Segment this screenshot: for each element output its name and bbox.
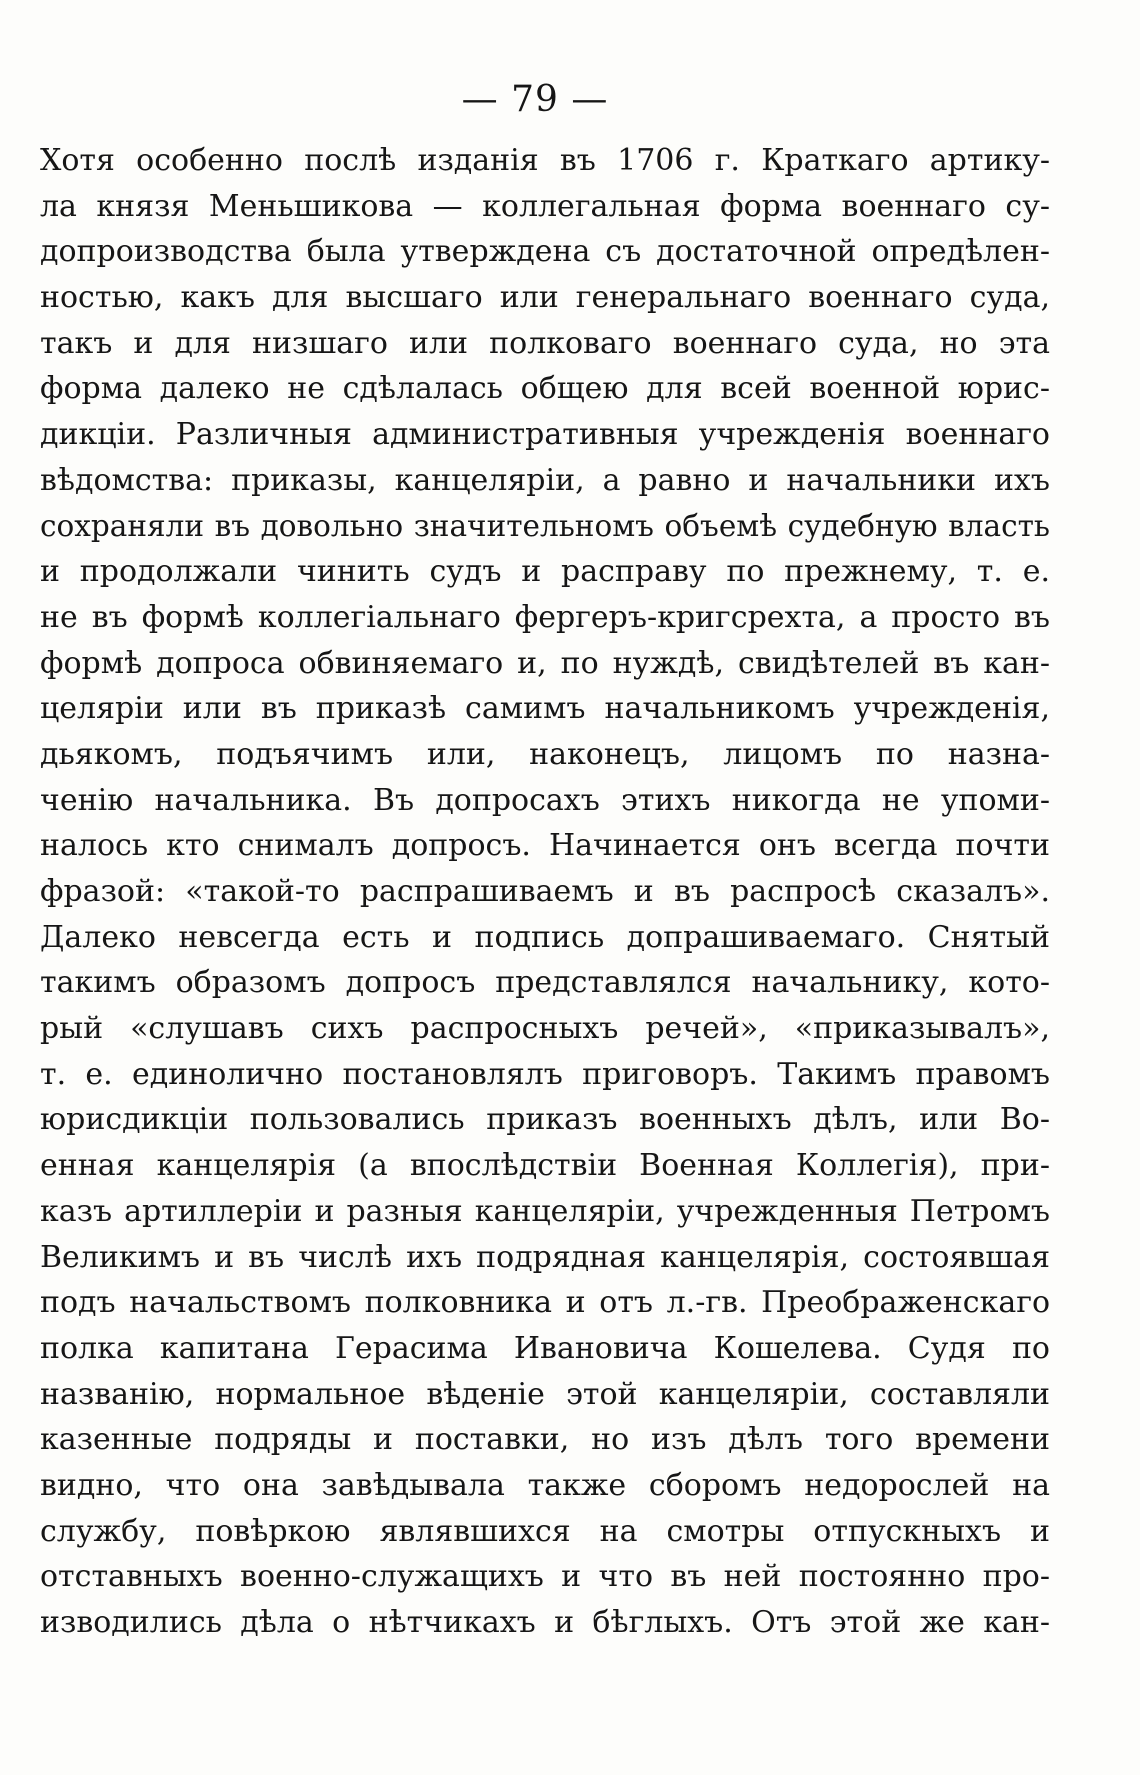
text-line: форма далеко не сдѣлалась общею для всей военной юрис- xyxy=(40,371,1050,407)
text-line: дикціи. Различныя административныя учрежденія военнаго xyxy=(40,417,1050,453)
text-line: и продолжали чинить судъ и расправу по прежнему, т. е. xyxy=(40,554,1050,590)
text-line: Великимъ и въ числѣ ихъ подрядная канцелярія, состоявшая xyxy=(40,1239,1050,1275)
text-line: не въ формѣ коллегіальнаго фергеръ-кригсрехта, а просто въ xyxy=(40,599,1050,635)
text-line: подъ начальствомъ полковника и отъ л.-гв. Преображенскаго xyxy=(40,1285,1050,1321)
text-line: отставныхъ военно-служащихъ и что въ ней постоянно про- xyxy=(40,1559,1050,1595)
text-line: названію, нормальное вѣденіе этой канцеляріи, составляли xyxy=(40,1376,1050,1412)
text-line: Хотя особенно послѣ изданія въ 1706 г. Краткаго артику- xyxy=(40,143,1050,178)
text-line: изводились дѣла о нѣтчикахъ и бѣглыхъ. Отъ этой же кан- xyxy=(40,1605,1050,1640)
page-number: — 79 — xyxy=(461,79,609,120)
text-line: ла князя Меньшикова — коллегальная форма военнаго су- xyxy=(40,188,1050,224)
text-line: полка капитана Герасима Ивановича Кошелева. Судя по xyxy=(40,1330,1050,1366)
text-line: такимъ образомъ допросъ представлялся начальнику, кото- xyxy=(40,965,1050,1001)
text-line: ченію начальника. Въ допросахъ этихъ никогда не упоми- xyxy=(40,782,1050,818)
text-line: фразой: «такой-то распрашиваемъ и въ распросѣ сказалъ». xyxy=(40,874,1050,909)
text-line: такъ и для низшаго или полковаго военнаго суда, но эта xyxy=(40,325,1050,361)
text-line: сохраняли въ довольно значительномъ объемѣ судебную власть xyxy=(40,508,1050,543)
text-line: юрисдикціи пользовались приказъ военныхъ дѣлъ, или Во- xyxy=(40,1102,1050,1138)
text-line: дьякомъ, подъячимъ или, наконецъ, лицомъ по назна- xyxy=(40,736,1050,772)
text-line: казенные подряды и поставки, но изъ дѣлъ того времени xyxy=(40,1422,1050,1458)
text-line: т. е. единолично постановлялъ приговоръ. Такимъ правомъ xyxy=(40,1056,1050,1092)
text-line: ностью, какъ для высшаго или генеральнаго военнаго суда, xyxy=(40,280,1050,316)
text-line: допроизводства была утверждена съ достаточной опредѣлен- xyxy=(40,234,1050,270)
text-line: енная канцелярія (а впослѣдствіи Военная Коллегія), при- xyxy=(40,1148,1050,1184)
text-line: видно, что она завѣдывала также сборомъ недорослей на xyxy=(40,1467,1050,1503)
text-line: целяріи или въ приказѣ самимъ начальникомъ учрежденія, xyxy=(40,691,1050,727)
text-line: Далеко невсегда есть и подпись допрашиваемаго. Снятый xyxy=(40,919,1050,955)
text-line: вѣдомства: приказы, канцеляріи, а равно и начальники ихъ xyxy=(40,462,1050,498)
body-text xyxy=(40,138,1050,1646)
text-line: службу, повѣркою являвшихся на смотры отпускныхъ и xyxy=(40,1513,1050,1549)
text-line: налось кто снималъ допросъ. Начинается онъ всегда почти xyxy=(40,828,1050,864)
text-line: формѣ допроса обвиняемаго и, по нуждѣ, свидѣтелей въ кан- xyxy=(40,645,1050,681)
text-line: рый «слушавъ сихъ распросныхъ речей», «приказывалъ», xyxy=(40,1011,1050,1047)
text-line: казъ артиллеріи и разныя канцеляріи, учрежденныя Петромъ xyxy=(40,1193,1050,1229)
